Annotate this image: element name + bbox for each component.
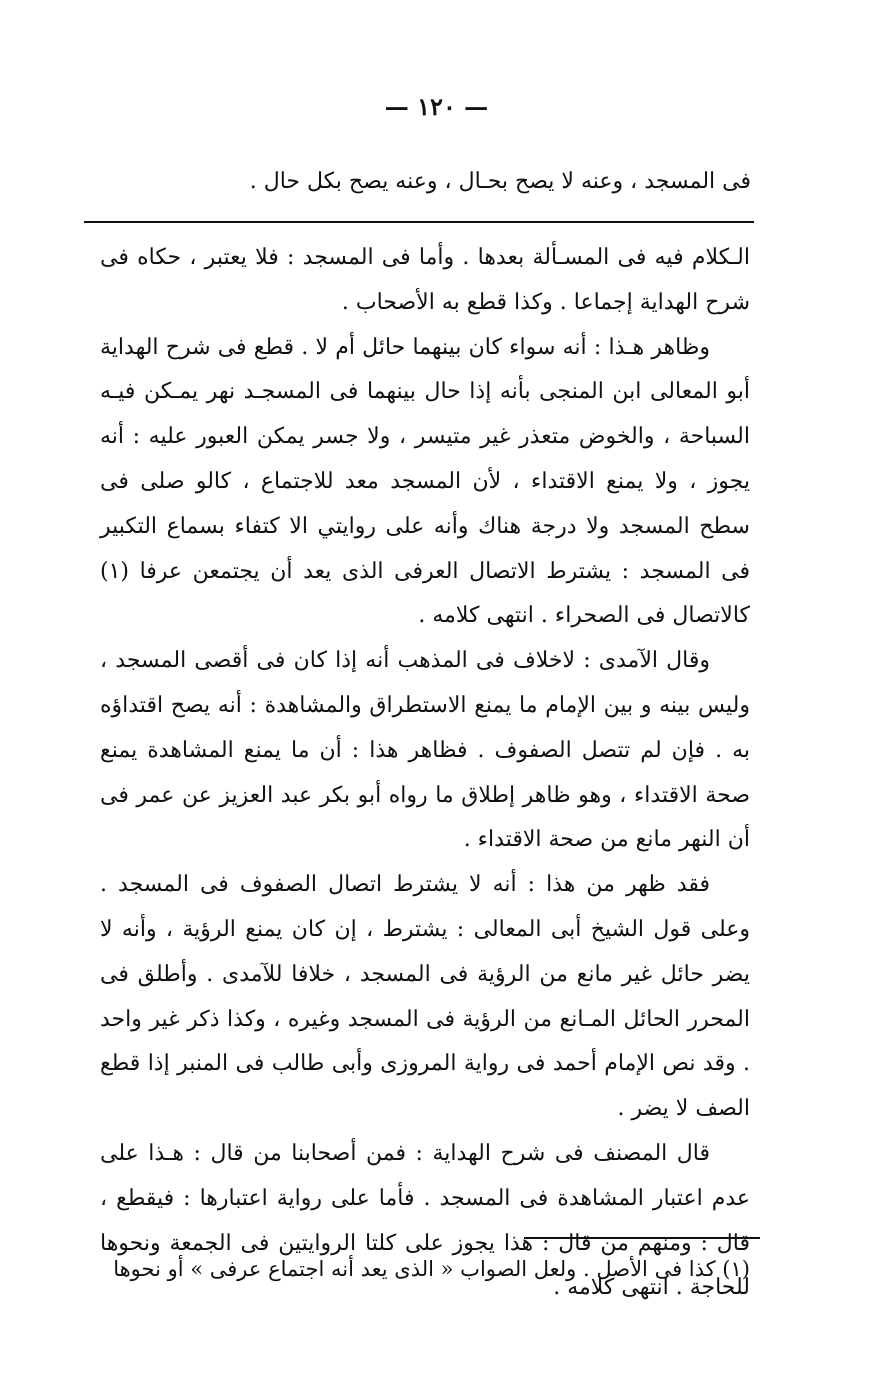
header-rule	[84, 221, 754, 223]
paragraph-4: فقد ظهر من هذا : أنه لا يشترط اتصال الصفوف فى المسجد . وعلى قول الشيخ أبى المعالى : يشترط ، إن كان يمنع الرؤية ، وأنه لا يضر حائل غير مانع من الرؤية فى المسجد ، خلافا للآمدى . وأطلق فى المحرر الحائل المـانع من الرؤية فى المسجد وغيره ، وكذا ذكر غير واحد . وقد نص الإمام أحمد فى رواية المروزى وأبى طالب فى المنبر إذا قطع الصف لا يضر .	[100, 872, 750, 1122]
footnote: (١) كذا فى الأصل . ولعل الصواب « الذى يعد أنه اجتماع عرفى » أو نحوها	[113, 1257, 750, 1281]
paragraph-3: وقال الآمدى : لاخلاف فى المذهب أنه إذا كان فى أقصى المسجد ، وليس بينه و بين الإمام ما يمنع الاستطراق والمشاهدة : أنه يصح اقتداؤه به . فإن لم تتصل الصفوف . فظاهر هذا : أن ما يمنع المشاهدة يمنع صحة الاقتداء ، وهو ظاهر إطلاق ما رواه أبو بكر عبد العزيز عن عمر فى أن النهر مانع من صحة الاقتداء .	[100, 648, 750, 853]
continued-line: فى المسجد ، وعنه لا يصح بحـال ، وعنه يصح بكل حال .	[249, 169, 751, 194]
paragraph-1: الـكلام فيه فى المسـألة بعدها . وأما فى المسجد : فلا يعتبر ، حكاه فى شرح الهداية إجماعا . وكذا قطع به الأصحاب .	[100, 245, 750, 315]
body-text	[100, 236, 750, 1311]
page-number: — ١٢٠ —	[384, 92, 489, 121]
footnote-rule	[524, 1237, 760, 1239]
paragraph-2: وظاهر هـذا : أنه سواء كان بينهما حائل أم لا . قطع فى شرح الهداية أبو المعالى ابن المنجى بأنه إذا حال بينهما فى المسجـد نهر يمـكن فيـه السباحة ، والخوض متعذر غير متيسر ، ولا جسر يمكن العبور عليه : أنه يجوز ، ولا يمنع الاقتداء ، لأن المسجد معد للاجتماع ، كالو صلى فى سطح المسجد ولا درجة هناك وأنه على روايتي الا كتفاء بسماع التكبير فى المسجد : يشترط الاتصال العرفى الذى يعد أن يجتمعن عرفا (١) كالاتصال فى الصحراء . انتهى كلامه .	[100, 334, 750, 629]
paragraph-5: قال المصنف فى شرح الهداية : فمن أصحابنا من قال : هـذا على عدم اعتبار المشاهدة فى المسجد . فأما على رواية اعتبارها : فيقطع ، قال : ومنهم من قال : هذا يجوز على كلتا الروايتين فى الجمعة ونحوها للحاجة . انتهى كلامه .	[100, 1140, 750, 1301]
